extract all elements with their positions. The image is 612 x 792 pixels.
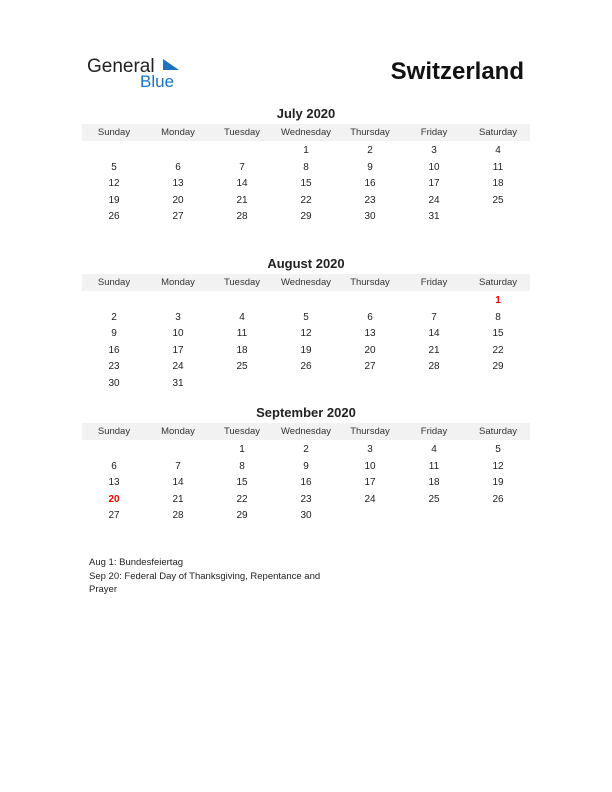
weekday-label: Wednesday	[281, 426, 331, 437]
date-cell: 19	[108, 194, 120, 206]
weekday-label: Tuesday	[223, 426, 261, 437]
weekday-label: Tuesday	[223, 277, 261, 288]
date-cell: 2	[367, 145, 373, 156]
date-cell: 27	[108, 510, 120, 522]
month-calendar	[82, 256, 530, 393]
date-cell: 30	[364, 211, 376, 223]
holiday-date: 1	[495, 295, 501, 306]
weekday-label: Thursday	[350, 277, 390, 288]
date-cell: 18	[492, 178, 504, 190]
date-cell: 26	[300, 361, 312, 373]
date-cell: 21	[172, 493, 184, 505]
date-cell: 13	[108, 477, 120, 489]
weekday-label: Sunday	[97, 277, 131, 288]
weekday-header	[82, 423, 530, 440]
date-cell: 20	[172, 194, 184, 206]
date-cell: 3	[431, 145, 437, 156]
date-cell: 7	[431, 311, 437, 323]
date-cell: 23	[108, 361, 120, 373]
date-cell: 13	[172, 178, 184, 190]
weekday-label: Friday	[420, 426, 448, 437]
date-cell	[274, 293, 338, 310]
date-cell: 28	[236, 211, 248, 223]
week-row	[82, 508, 530, 525]
week-row	[82, 293, 530, 310]
date-cell: 12	[300, 328, 312, 340]
date-cell	[146, 293, 210, 310]
date-cell	[402, 376, 466, 393]
week-row	[82, 176, 530, 193]
weekday-label: Thursday	[350, 127, 390, 138]
date-cell: 10	[428, 161, 440, 173]
date-cell: 28	[172, 510, 184, 522]
week-row	[82, 359, 530, 376]
weekday-header	[82, 274, 530, 291]
date-cell: 23	[364, 194, 376, 206]
date-cell: 23	[300, 493, 312, 505]
date-cell	[338, 376, 402, 393]
date-cell: 8	[239, 460, 245, 472]
week-row	[82, 475, 530, 492]
month-calendar	[82, 405, 530, 525]
date-cell	[82, 442, 146, 459]
week-row	[82, 459, 530, 476]
date-cell: 29	[492, 361, 504, 373]
date-cell: 20	[364, 344, 376, 356]
logo-triangle-icon	[163, 59, 179, 70]
weekday-label: Saturday	[478, 277, 518, 288]
weekday-label: Friday	[420, 127, 448, 138]
date-cell: 17	[364, 477, 376, 489]
date-cell: 8	[303, 161, 309, 173]
week-row	[82, 209, 530, 226]
date-cell: 21	[428, 344, 440, 356]
logo-text-general: General	[87, 56, 155, 77]
country-title: Switzerland	[390, 58, 524, 85]
weekday-label: Wednesday	[281, 127, 331, 138]
date-cell: 7	[239, 161, 245, 173]
date-cell: 28	[428, 361, 440, 373]
holiday-date: 20	[108, 493, 120, 505]
weekday-label: Monday	[161, 426, 195, 437]
weekday-label: Saturday	[478, 426, 518, 437]
date-cell: 22	[300, 194, 312, 206]
date-cell: 14	[172, 477, 184, 489]
date-cell: 12	[492, 460, 504, 472]
date-cell: 5	[111, 161, 117, 173]
date-cell: 14	[236, 178, 248, 190]
date-cell	[274, 376, 338, 393]
date-cell: 31	[172, 377, 184, 389]
date-cell: 17	[428, 178, 440, 190]
date-cell: 24	[428, 194, 440, 206]
date-cell: 10	[172, 328, 184, 340]
date-cell: 3	[367, 444, 373, 455]
week-row	[82, 143, 530, 160]
date-cell: 10	[364, 460, 376, 472]
month-title: September 2020	[256, 405, 356, 420]
weekday-label: Saturday	[478, 127, 518, 138]
week-row	[82, 376, 530, 393]
date-cell: 11	[236, 328, 248, 340]
date-cell: 13	[364, 328, 376, 340]
month-calendar	[82, 106, 530, 226]
week-row	[82, 343, 530, 360]
weekday-header	[82, 124, 530, 141]
month-title: July 2020	[276, 106, 336, 121]
date-cell: 1	[239, 444, 245, 455]
week-row	[82, 442, 530, 459]
date-cell: 2	[111, 311, 117, 323]
date-cell	[210, 143, 274, 160]
date-cell: 29	[300, 211, 312, 223]
date-cell	[466, 209, 530, 226]
holiday-note: Sep 20: Federal Day of Thanksgiving, Repentance and Prayer	[89, 570, 321, 595]
date-cell: 25	[428, 493, 440, 505]
date-cell: 9	[111, 328, 117, 340]
date-cell	[146, 143, 210, 160]
date-cell: 24	[172, 361, 184, 373]
date-cell: 22	[492, 344, 504, 356]
date-cell: 25	[236, 361, 248, 373]
date-cell: 4	[495, 145, 501, 156]
date-cell: 16	[364, 178, 376, 190]
date-cell	[82, 143, 146, 160]
date-cell	[402, 508, 466, 525]
date-cell	[466, 508, 530, 525]
date-cell: 6	[367, 311, 373, 323]
date-cell: 1	[303, 145, 309, 156]
date-cell	[210, 293, 274, 310]
weekday-label: Wednesday	[281, 277, 331, 288]
holiday-note: Aug 1: Bundesfeiertag	[89, 557, 184, 568]
date-cell: 15	[492, 328, 504, 340]
generalblue-logo	[87, 56, 187, 92]
week-row	[82, 492, 530, 509]
date-cell: 31	[428, 211, 440, 223]
date-cell: 25	[492, 194, 504, 206]
date-cell: 30	[108, 377, 120, 389]
date-cell: 29	[236, 510, 248, 522]
date-cell: 19	[300, 344, 312, 356]
date-cell: 26	[108, 211, 120, 223]
date-cell: 26	[492, 493, 504, 505]
date-cell: 2	[303, 444, 309, 455]
date-cell: 5	[303, 311, 309, 323]
date-cell: 9	[367, 161, 373, 173]
weekday-label: Sunday	[97, 426, 131, 437]
holiday-notes	[89, 556, 339, 597]
date-cell: 27	[364, 361, 376, 373]
date-cell: 21	[236, 194, 248, 206]
date-cell: 12	[108, 178, 120, 190]
date-cell: 17	[172, 344, 184, 356]
date-cell	[210, 376, 274, 393]
logo-text-blue: Blue	[140, 72, 175, 91]
date-cell: 7	[175, 460, 181, 472]
date-cell: 9	[303, 460, 309, 472]
date-cell: 16	[108, 344, 120, 356]
date-cell	[82, 293, 146, 310]
date-cell: 6	[111, 460, 117, 472]
date-cell: 16	[300, 477, 312, 489]
week-row	[82, 310, 530, 327]
date-cell: 18	[428, 477, 440, 489]
date-cell: 24	[364, 493, 376, 505]
date-cell: 11	[492, 161, 504, 173]
date-cell: 22	[236, 493, 248, 505]
date-cell	[338, 508, 402, 525]
week-row	[82, 160, 530, 177]
date-cell: 11	[428, 460, 440, 472]
date-cell: 27	[172, 211, 184, 223]
date-cell	[402, 293, 466, 310]
date-cell: 5	[495, 444, 501, 455]
weekday-label: Sunday	[97, 127, 131, 138]
date-cell: 6	[175, 161, 181, 173]
weekday-label: Friday	[420, 277, 448, 288]
week-row	[82, 193, 530, 210]
weekday-label: Monday	[161, 277, 195, 288]
date-cell: 14	[428, 328, 440, 340]
date-cell: 15	[300, 178, 312, 190]
date-cell	[338, 293, 402, 310]
month-title: August 2020	[267, 256, 345, 271]
weekday-label: Tuesday	[223, 127, 261, 138]
week-row	[82, 326, 530, 343]
date-cell: 3	[175, 311, 181, 323]
date-cell: 18	[236, 344, 248, 356]
date-cell: 8	[495, 311, 501, 323]
date-cell: 4	[431, 444, 437, 455]
date-cell: 19	[492, 477, 504, 489]
weekday-label: Thursday	[350, 426, 390, 437]
date-cell: 15	[236, 477, 248, 489]
date-cell	[466, 376, 530, 393]
date-cell: 4	[239, 311, 245, 323]
date-cell	[146, 442, 210, 459]
weekday-label: Monday	[161, 127, 195, 138]
date-cell: 30	[300, 510, 312, 522]
